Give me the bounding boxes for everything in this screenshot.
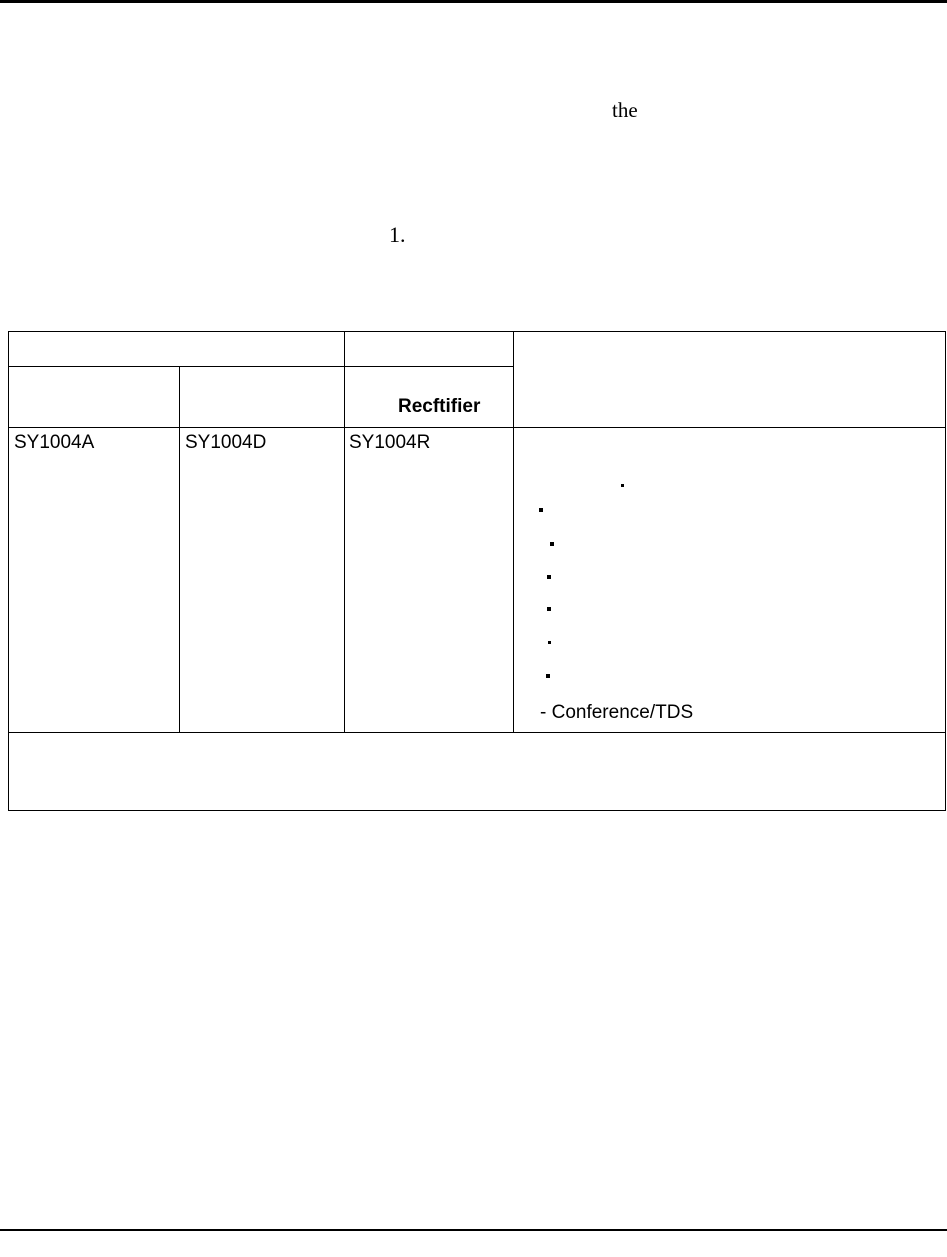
bottom-rule — [0, 1229, 947, 1231]
cell-col3: SY1004R — [349, 432, 431, 453]
list-marker — [621, 484, 624, 487]
table-top-border — [8, 331, 946, 332]
table-bottom-border — [8, 810, 946, 811]
top-rule — [0, 0, 947, 3]
header-rectifier: Recftifier — [398, 396, 481, 417]
cell-col2: SY1004D — [185, 432, 267, 453]
text-fragment-one: 1. — [389, 222, 406, 247]
list-marker — [547, 607, 551, 611]
table-col-divider-1 — [179, 367, 180, 733]
table-right-border — [945, 331, 946, 811]
table-body-bottom — [8, 732, 946, 733]
table-col-divider-3 — [513, 331, 514, 733]
cell-col1: SY1004A — [14, 432, 95, 453]
text-fragment-the: the — [612, 98, 638, 122]
list-marker — [547, 575, 551, 579]
list-marker — [539, 508, 543, 512]
list-marker — [546, 674, 550, 678]
table-col-divider-2 — [344, 331, 345, 733]
table-left-border — [8, 331, 9, 811]
table-header-bottom — [8, 427, 946, 428]
list-item-conference-tds: - Conference/TDS — [540, 702, 694, 723]
table-header-divider — [8, 366, 513, 367]
list-marker — [550, 542, 554, 546]
list-marker — [548, 641, 551, 644]
